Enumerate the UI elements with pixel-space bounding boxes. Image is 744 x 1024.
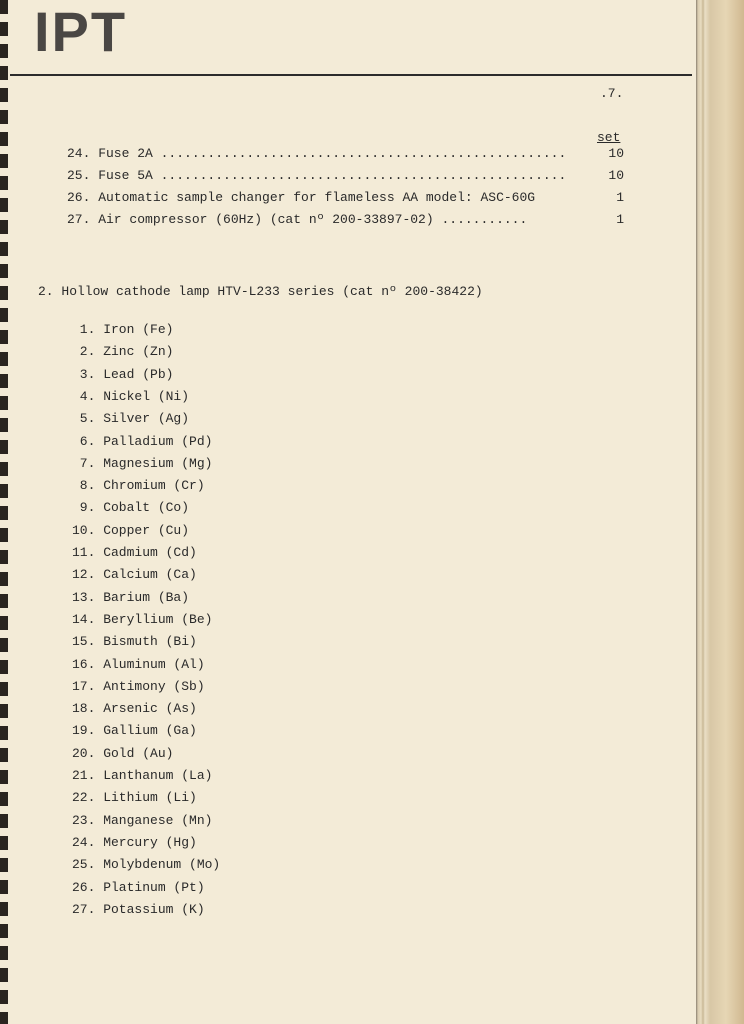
lamp-item: 4. Nickel (Ni) xyxy=(72,388,190,404)
equipment-item xyxy=(67,190,624,205)
lamp-item: 3. Lead (Pb) xyxy=(72,366,174,382)
lamp-item: 8. Chromium (Cr) xyxy=(72,478,205,494)
lamp-item: 27. Potassium (K) xyxy=(72,901,205,917)
equipment-item xyxy=(67,146,624,161)
lamp-item: 21. Lanthanum (La) xyxy=(72,768,213,783)
lamp-item: 13. Barium (Ba) xyxy=(72,589,190,605)
header-rule xyxy=(10,74,692,76)
lamp-item: 11. Cadmium (Cd) xyxy=(72,545,197,560)
lamp-item: 12. Calcium (Ca) xyxy=(72,567,197,583)
lamp-item: 7. Magnesium (Mg) xyxy=(72,455,213,471)
lamp-item: 14. Beryllium (Be) xyxy=(72,611,213,627)
lamp-item: 16. Aluminum (Al) xyxy=(72,656,205,672)
lamp-item: 15. Bismuth (Bi) xyxy=(72,634,197,650)
lamp-item: 22. Lithium (Li) xyxy=(72,790,197,806)
lamp-item: 1. Iron (Fe) xyxy=(72,322,174,337)
lamp-item: 19. Gallium (Ga) xyxy=(72,723,197,739)
item-quantity: 1 xyxy=(616,212,624,227)
ipt-logo: IPT xyxy=(34,0,128,63)
column-header-set: set xyxy=(597,130,621,145)
lamp-item: 25. Molybdenum (Mo) xyxy=(72,857,221,873)
item-label: 27. Air compressor (60Hz) (cat nº 200-33897-02) ........... xyxy=(67,212,528,227)
lamp-item: 10. Copper (Cu) xyxy=(72,522,190,538)
lamp-item: 6. Palladium (Pd) xyxy=(72,433,213,449)
item-quantity: 10 xyxy=(608,146,624,161)
lamp-item: 2. Zinc (Zn) xyxy=(72,344,174,360)
lamp-item: 18. Arsenic (As) xyxy=(72,701,197,717)
item-label: 24. Fuse 2A .................................................... xyxy=(67,146,567,161)
lamp-item: 24. Mercury (Hg) xyxy=(72,834,197,850)
item-quantity: 10 xyxy=(608,168,624,183)
stacked-page-edges xyxy=(696,0,744,1024)
lamp-item: 5. Silver (Ag) xyxy=(72,411,190,427)
item-quantity: 1 xyxy=(616,190,624,205)
lamp-item: 9. Cobalt (Co) xyxy=(72,500,190,516)
lamp-item: 20. Gold (Au) xyxy=(72,745,174,761)
lamp-item: 23. Manganese (Mn) xyxy=(72,812,213,828)
lamp-item: 17. Antimony (Sb) xyxy=(72,678,205,694)
item-label: 25. Fuse 5A .................................................... xyxy=(67,168,567,183)
equipment-item xyxy=(67,212,624,227)
section-heading: 2. Hollow cathode lamp HTV-L233 series (cat nº 200-38422) xyxy=(38,284,483,299)
equipment-item xyxy=(67,168,624,183)
lamp-item: 26. Platinum (Pt) xyxy=(72,879,205,895)
page-number: .7. xyxy=(600,86,624,101)
binding-holes xyxy=(0,0,8,1024)
item-label: 26. Automatic sample changer for flameless AA model: ASC-60G xyxy=(67,190,536,205)
